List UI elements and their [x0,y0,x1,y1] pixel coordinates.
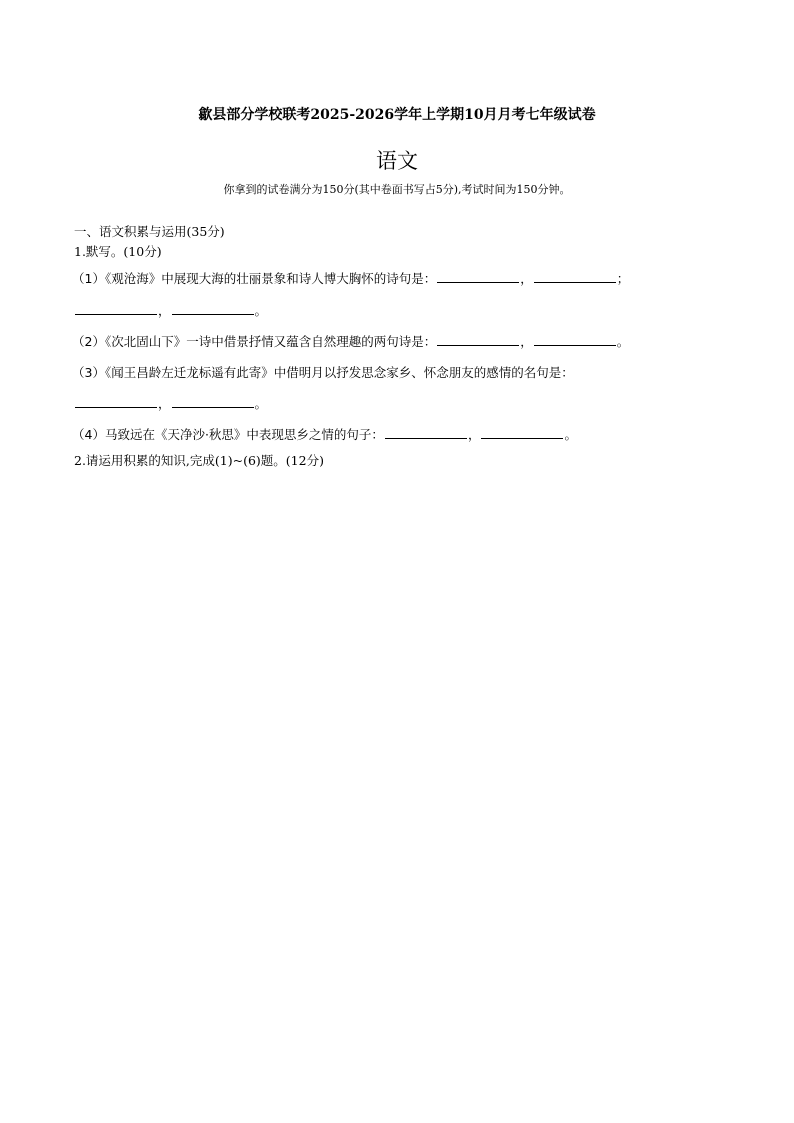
answer-blank[interactable] [75,303,157,315]
comma: ， [158,396,171,411]
answer-blank[interactable] [534,334,616,346]
answer-blank[interactable] [437,271,519,283]
comma: ， [467,427,481,442]
answer-blank[interactable] [385,427,467,439]
answer-blank[interactable] [481,427,563,439]
question-1-sub-3-prompt: （3）《闻王昌龄左迁龙标遥有此寄》中借明月以抒发思念家乡、怀念朋友的感情的名句是： [72,365,574,380]
question-1-label: 1.默写。(10分) [74,244,162,259]
exam-title: 歙县部分学校联考2025-2026学年上学期10月月考七年级试卷 [198,107,596,123]
period: 。 [254,303,268,318]
question-1-sub-4-prompt: （4）马致远在《天净沙·秋思》中表现思乡之情的句子： [72,427,384,442]
question-1-sub-3 [72,365,574,381]
question-1-sub-2 [72,334,629,350]
period: 。 [564,427,577,442]
answer-blank[interactable] [437,334,519,346]
comma: ， [158,303,171,318]
section-heading: 一、语文积累与运用(35分) [74,224,225,239]
answer-blank[interactable] [534,271,616,283]
semicolon: ； [616,271,630,286]
comma: ， [520,334,533,349]
question-1-sub-1 [72,271,629,287]
subject-title: 语文 [376,149,418,173]
answer-blank[interactable] [172,396,254,408]
question-1-sub-1-prompt: （1）《观沧海》中展现大海的壮丽景象和诗人博大胸怀的诗句是： [72,271,437,286]
question-2-label: 2.请运用积累的知识,完成(1)~(6)题。(12分) [74,453,324,468]
comma: ， [520,271,533,286]
question-1-sub-2-prompt: （2）《次北固山下》一诗中借景抒情又蕴含自然理趣的两句诗是： [72,334,437,349]
period: 。 [254,396,268,411]
question-1-sub-4 [72,427,577,443]
exam-note: 你拿到的试卷满分为150分(其中卷面书写占5分),考试时间为150分钟。 [223,183,571,196]
question-1-sub-3-cont [74,396,267,412]
answer-blank[interactable] [172,303,254,315]
answer-blank[interactable] [75,396,157,408]
period: 。 [616,334,630,349]
question-1-sub-1-cont [74,303,267,319]
